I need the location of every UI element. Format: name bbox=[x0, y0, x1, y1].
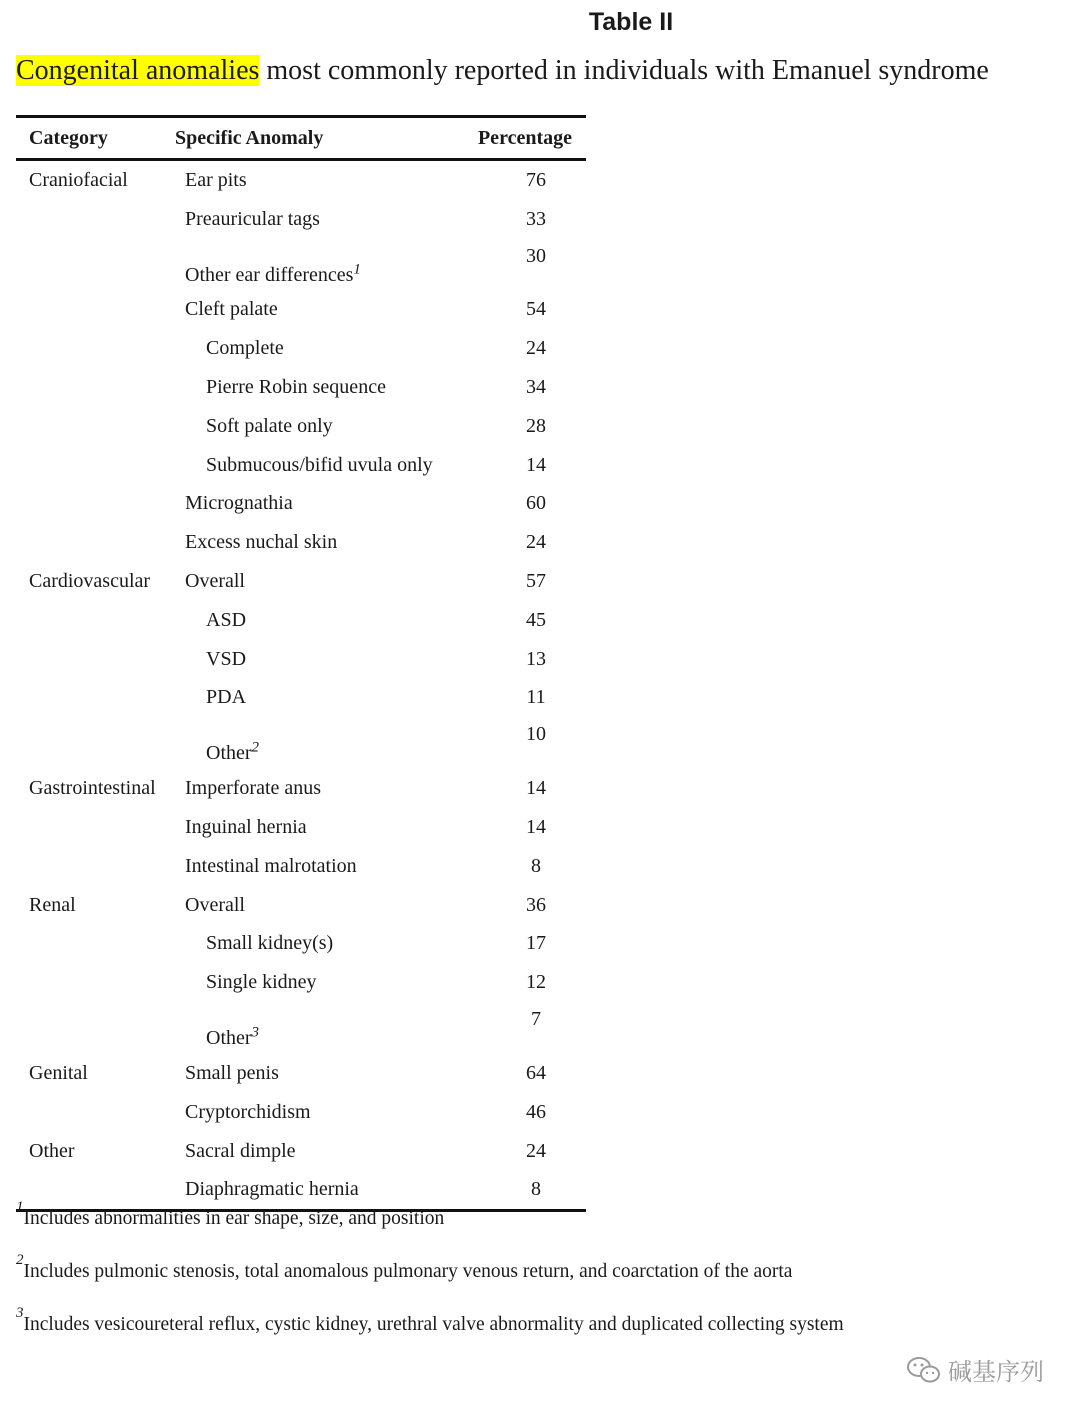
anomaly-cell bbox=[175, 407, 464, 446]
category-cell bbox=[16, 1093, 175, 1132]
anomaly-cell bbox=[175, 485, 464, 524]
anomaly-label: Cryptorchidism bbox=[185, 1100, 311, 1123]
percentage-cell: 33 bbox=[526, 207, 546, 230]
anomaly-cell bbox=[175, 329, 464, 368]
anomaly-label: Complete bbox=[206, 337, 284, 360]
watermark-text: 碱基序列 bbox=[948, 1358, 1044, 1386]
anomaly-cell bbox=[175, 1054, 464, 1093]
table-row bbox=[16, 160, 586, 200]
percentage-cell: 13 bbox=[526, 647, 546, 670]
anomaly-label: Ear pits bbox=[185, 168, 247, 191]
caption-text: most commonly reported in individuals with Emanuel syndrome bbox=[259, 55, 989, 86]
anomaly-cell bbox=[175, 291, 464, 330]
percentage-cell: 7 bbox=[531, 1008, 541, 1031]
category-cell bbox=[16, 407, 175, 446]
percentage-cell: 45 bbox=[526, 608, 546, 631]
table-row bbox=[16, 407, 586, 446]
anomaly-label: Overall bbox=[185, 570, 245, 593]
table-row bbox=[16, 1132, 586, 1171]
anomaly-label: Small kidney(s) bbox=[206, 932, 334, 955]
table-row bbox=[16, 886, 586, 925]
anomaly-label: Cleft palate bbox=[185, 298, 278, 321]
category-cell bbox=[16, 239, 175, 291]
category-cell bbox=[16, 679, 175, 718]
table-row bbox=[16, 1002, 586, 1054]
anomaly-label: Overall bbox=[185, 893, 245, 916]
category-cell bbox=[16, 640, 175, 679]
anomaly-cell bbox=[175, 160, 464, 200]
footnote-3 bbox=[16, 1305, 844, 1336]
category-cell bbox=[16, 963, 175, 1002]
anomaly-cell bbox=[175, 200, 464, 239]
percentage-cell: 64 bbox=[526, 1062, 546, 1085]
category-cell: Gastrointestinal bbox=[29, 777, 156, 800]
wechat-icon bbox=[906, 1355, 942, 1385]
anomaly-cell bbox=[175, 1171, 464, 1211]
percentage-cell: 12 bbox=[526, 971, 546, 994]
anomaly-cell bbox=[175, 717, 464, 769]
category-cell bbox=[16, 368, 175, 407]
anomaly-label: Submucous/bifid uvula only bbox=[206, 453, 433, 476]
category-cell bbox=[16, 1002, 175, 1054]
anomaly-table bbox=[16, 115, 586, 1212]
anomaly-label: Other ear differences bbox=[185, 263, 354, 286]
percentage-cell: 24 bbox=[526, 1139, 546, 1162]
anomaly-cell bbox=[175, 446, 464, 485]
anomaly-cell bbox=[175, 523, 464, 562]
category-cell bbox=[16, 808, 175, 847]
table-row bbox=[16, 717, 586, 769]
table-row bbox=[16, 640, 586, 679]
category-cell: Renal bbox=[29, 893, 76, 916]
percentage-cell: 28 bbox=[526, 414, 546, 437]
anomaly-label: Micrognathia bbox=[185, 492, 293, 515]
percentage-cell: 34 bbox=[526, 376, 546, 399]
anomaly-label: Inguinal hernia bbox=[185, 816, 307, 839]
category-cell: Other bbox=[29, 1139, 75, 1162]
table-row bbox=[16, 562, 586, 601]
table-row bbox=[16, 1093, 586, 1132]
table-caption bbox=[16, 52, 989, 90]
anomaly-cell bbox=[175, 640, 464, 679]
table-row bbox=[16, 925, 586, 964]
anomaly-label: Single kidney bbox=[206, 971, 317, 994]
anomaly-cell bbox=[175, 679, 464, 718]
anomaly-label: Imperforate anus bbox=[185, 777, 322, 800]
table-row bbox=[16, 847, 586, 886]
table-body bbox=[16, 160, 586, 1211]
category-cell bbox=[16, 601, 175, 640]
table-row bbox=[16, 446, 586, 485]
percentage-cell: 54 bbox=[526, 298, 546, 321]
percentage-cell: 60 bbox=[526, 492, 546, 515]
table-row bbox=[16, 963, 586, 1002]
table-row bbox=[16, 1171, 586, 1211]
category-cell: Craniofacial bbox=[29, 168, 128, 191]
anomaly-label: Soft palate only bbox=[206, 414, 333, 437]
footnote-1 bbox=[16, 1199, 445, 1230]
percentage-cell: 46 bbox=[526, 1100, 546, 1123]
table-row bbox=[16, 679, 586, 718]
anomaly-label: Diaphragmatic hernia bbox=[185, 1178, 359, 1201]
anomaly-label: Other bbox=[206, 742, 252, 765]
header-category: Category bbox=[16, 117, 175, 160]
table-row bbox=[16, 808, 586, 847]
caption-highlight: Congenital anomalies bbox=[16, 55, 260, 86]
category-cell bbox=[16, 847, 175, 886]
anomaly-cell bbox=[175, 1093, 464, 1132]
table-row bbox=[16, 523, 586, 562]
category-cell bbox=[16, 1171, 175, 1211]
percentage-cell: 30 bbox=[526, 244, 546, 267]
anomaly-label: Excess nuchal skin bbox=[185, 531, 338, 554]
footnote-ref: 2 bbox=[251, 739, 260, 756]
table-row bbox=[16, 368, 586, 407]
percentage-cell: 36 bbox=[526, 893, 546, 916]
table-row bbox=[16, 601, 586, 640]
footnote-text: Includes pulmonic stenosis, total anomalous pulmonary venous return, and coarctation of the aorta bbox=[23, 1261, 793, 1282]
table-row bbox=[16, 239, 586, 291]
category-cell bbox=[16, 925, 175, 964]
footnote-text: Includes vesicoureteral reflux, cystic kidney, urethral valve abnormality and duplicated collecting system bbox=[23, 1314, 844, 1335]
percentage-cell: 17 bbox=[526, 932, 546, 955]
watermark bbox=[906, 1352, 1044, 1387]
anomaly-cell bbox=[175, 925, 464, 964]
percentage-cell: 14 bbox=[526, 816, 546, 839]
anomaly-cell bbox=[175, 1002, 464, 1054]
percentage-cell: 57 bbox=[526, 570, 546, 593]
percentage-cell: 10 bbox=[526, 723, 546, 746]
category-cell: Cardiovascular bbox=[29, 570, 151, 593]
anomaly-cell bbox=[175, 368, 464, 407]
category-cell bbox=[16, 291, 175, 330]
footnote-mark: 3 bbox=[16, 1305, 24, 1321]
anomaly-label: Intestinal malrotation bbox=[185, 854, 357, 877]
category-cell: Genital bbox=[29, 1062, 88, 1085]
percentage-cell: 76 bbox=[526, 168, 546, 191]
header-anomaly: Specific Anomaly bbox=[175, 117, 464, 160]
anomaly-cell bbox=[175, 601, 464, 640]
anomaly-cell bbox=[175, 239, 464, 291]
table-row bbox=[16, 485, 586, 524]
anomaly-label: Other bbox=[206, 1027, 252, 1050]
anomaly-cell bbox=[175, 963, 464, 1002]
footnote-mark: 1 bbox=[16, 1199, 24, 1215]
anomaly-label: Small penis bbox=[185, 1062, 279, 1085]
category-cell bbox=[16, 523, 175, 562]
table-row bbox=[16, 200, 586, 239]
footnote-text: Includes abnormalities in ear shape, size, and position bbox=[23, 1208, 445, 1229]
percentage-cell: 24 bbox=[526, 337, 546, 360]
anomaly-cell bbox=[175, 808, 464, 847]
table-heading: Table II bbox=[588, 8, 674, 36]
anomaly-label: Preauricular tags bbox=[185, 207, 320, 230]
anomaly-cell bbox=[175, 769, 464, 808]
table-header-row bbox=[16, 117, 586, 160]
table-row bbox=[16, 769, 586, 808]
anomaly-cell bbox=[175, 1132, 464, 1171]
percentage-cell: 11 bbox=[526, 686, 546, 709]
table-row bbox=[16, 329, 586, 368]
footnote-ref: 1 bbox=[353, 260, 361, 277]
footnote-ref: 3 bbox=[251, 1024, 260, 1041]
header-percentage: Percentage bbox=[464, 117, 586, 160]
anomaly-cell bbox=[175, 886, 464, 925]
table-row bbox=[16, 291, 586, 330]
footnote-2 bbox=[16, 1252, 793, 1283]
percentage-cell: 8 bbox=[531, 854, 541, 877]
category-cell bbox=[16, 446, 175, 485]
anomaly-cell bbox=[175, 562, 464, 601]
anomaly-label: VSD bbox=[206, 647, 247, 670]
category-cell bbox=[16, 200, 175, 239]
percentage-cell: 8 bbox=[531, 1178, 541, 1201]
anomaly-label: PDA bbox=[206, 686, 247, 709]
footnote-mark: 2 bbox=[16, 1252, 24, 1268]
percentage-cell: 24 bbox=[526, 531, 546, 554]
anomaly-label: Pierre Robin sequence bbox=[206, 376, 386, 399]
anomaly-label: Sacral dimple bbox=[185, 1139, 296, 1162]
percentage-cell: 14 bbox=[526, 777, 546, 800]
category-cell bbox=[16, 717, 175, 769]
category-cell bbox=[16, 485, 175, 524]
anomaly-cell bbox=[175, 847, 464, 886]
percentage-cell: 14 bbox=[526, 453, 546, 476]
anomaly-label: ASD bbox=[206, 608, 247, 631]
table-row bbox=[16, 1054, 586, 1093]
category-cell bbox=[16, 329, 175, 368]
